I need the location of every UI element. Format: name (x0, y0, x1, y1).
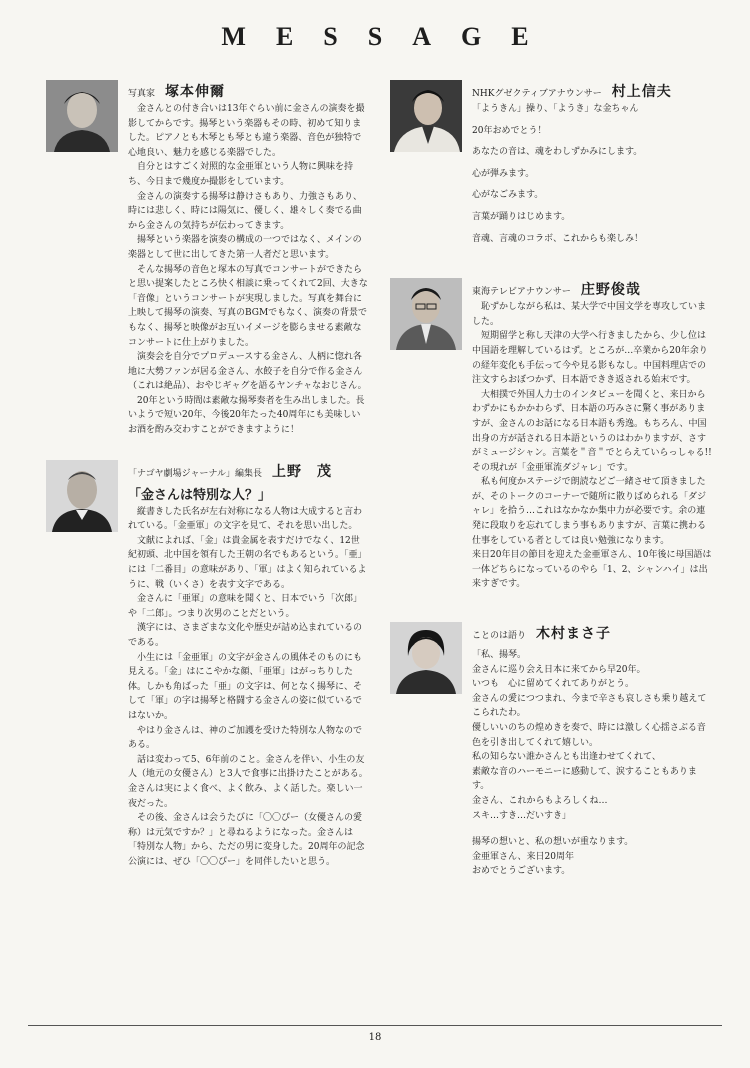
portrait-photo-shono (390, 278, 462, 350)
paragraph: 文献によれば、「金」は貴金属を表すだけでなく、12世紀初頭、北中国を領有した王朝の名でもあるという。「亜」には「二番目」の意味があり、「軍」はよく知られているように、戦（いくさ）を表す文字である。 (128, 535, 367, 590)
closing-line: 揚琴の想いと、私の想いが重なります。 (472, 837, 634, 848)
line: 金さん、これからもよろしくね… (472, 795, 608, 806)
paragraph: 漢字には、さまざまな文化や歴史が詰め込まれているのである。 (128, 623, 363, 648)
right-column (390, 80, 712, 879)
author-role: NHKグゼクティブアナウンサー (472, 89, 602, 99)
message-heading: 「金さんは特別な人？」 (128, 487, 272, 503)
paragraph: 小生には「金亜軍」の文字が金さんの風体そのものにも見える。「金」はにこやかな顔、「亜軍」はがっちりした体。しかも角ばった「亜」の文字は、何となく揚琴に、そして「軍」の字は揚琴と格闘する金さんの姿に似ているではないか。 (128, 652, 363, 721)
byline (472, 80, 712, 102)
paragraph: 金さんとの付き合いは13年ぐらい前に金さんの演奏を撮影してからです。揚琴という楽器もその時、初めて知りました。ピアノとも木琴とも琴とも違う楽器、音色が独特で心地良い、魅力を感じる楽器でした。 (128, 104, 365, 158)
line: 私の知らない誰かさんとも出逢わせてくれて、 (472, 752, 661, 763)
message-entry-tsukamoto (46, 80, 368, 438)
paragraph: その後、金さんは会うたびに「〇〇ぴー（女優さんの愛称）は元気ですか？」と尋ねるようになった。金さんは「特別な人物」から、ただの男に変身した。20周年の記念公演には、ぜひ「〇〇ぴー」を同伴したいと思う。 (128, 813, 365, 867)
message-entry-ueno (46, 460, 368, 870)
message-entry-shono (390, 278, 712, 592)
paragraph: 大相撲で外国人力士のインタビューを聞くと、来日からわずかにもかかわらず、日本語の巧みさに驚く事がありますが、金さんのお話になる日本語も秀逸。もちろん、中国出身の方が話される日本語というのはわかりますが、さすがミュージシャン。言葉を＂音＂でとらえていらっしゃる!!その現れが「金亜軍流ダジャレ」です。 (472, 389, 712, 473)
line: 素敵な音のハーモニーに感動して、涙することもあります。 (472, 766, 697, 792)
byline (472, 278, 712, 300)
byline (128, 460, 368, 482)
message-body (472, 648, 712, 879)
line: 言葉が踊りはじめます。 (472, 211, 571, 222)
paragraph: 自分とはすごく対照的な金亜軍という人物に興味を持ち、今日まで幾度か撮影をしています。 (128, 162, 354, 187)
paragraph: 揚琴という楽器を演奏の構成の一つではなく、メインの楽器として世に出してきた第一人者だと思います。 (128, 235, 362, 260)
line: 音魂、言魂のコラボ、これからも楽しみ！ (472, 233, 644, 244)
paragraph: 縦書きした氏名が左右対称になる人物は大成すると言われている。「金亜軍」の文字を見て、それを思い出した。 (128, 506, 363, 532)
line: 心がなごみます。 (472, 190, 544, 201)
portrait-photo-ueno (46, 460, 118, 532)
paragraph: 短期留学と称し天津の大学へ行きましたから、少し位は中国語を理解しているはず。ところが…卒業から20年余りの経年変化も手伝って今や見る影もなし。中国料理店での注文すらおぼつかず、日本語できき返される始末です。 (472, 331, 708, 386)
paragraph: 金さんの演奏する揚琴は静けさもあり、力強さもあり、時には悲しく、時には陽気に、優しく、雄々しく奏でる曲から金さんの気持ちが伝わってきます。 (128, 191, 363, 231)
paragraph: やはり金さんは、神のご加護を受けた特別な人物なのである。 (128, 725, 363, 751)
left-column (46, 80, 368, 870)
author-name: 庄野俊哉 (580, 282, 641, 299)
line: 金さんの愛につつまれ、今まで辛さも哀しさも乗り越えてこられたわ。 (472, 693, 707, 719)
message-body (472, 102, 712, 246)
author-name: 木村まさ子 (536, 626, 612, 643)
paragraph: そんな揚琴の音色と塚本の写真でコンサートができたらと思い提案したところ快く相談に乗ってくれて2回、大きな「音像」というコンサートが実現しました。写真を舞台に上映して揚琴の演奏、写真のBGMでもなく、演奏の背景でもなく、揚琴と映像がお互いイメージを膨らませる素敵なコンサートに仕上がりました。 (128, 264, 368, 348)
line: スキ…すき…だいすき」 (472, 810, 572, 821)
author-role: ことのは語り (472, 631, 527, 642)
line: 心が弾みます。 (472, 168, 535, 179)
portrait-photo-tsukamoto (46, 80, 118, 152)
message-entry-murakami (390, 80, 712, 246)
message-entry-kimura (390, 622, 712, 879)
paragraph: 来日20年目の節目を迎えた金亜軍さん、10年後に母国語は一体どちらになっているのやら「1、2、シャンハイ」は出来すぎです。 (472, 550, 712, 590)
byline (472, 622, 712, 644)
line: 金さんに巡り会え日本に来てから早20年。 (472, 664, 646, 675)
line: 「私、揚琴。 (472, 650, 527, 661)
portrait-photo-kimura (390, 622, 462, 694)
paragraph: 私も何度かステージで朗読などご一緒させて頂きましたが、そのトークのコーナーで随所に散りばめられる「ダジャレ」を拾う…これはなかなか集中力が必要です。余の連発に段取りを忘れてしまう事もありますが、言葉に携わる仕事をしている者としては良い勉強になります。 (472, 477, 707, 546)
closing-line: 金亜軍さん、来日20周年 (472, 851, 574, 862)
portrait-photo-murakami (390, 80, 462, 152)
line: 優しいいのちの煌めきを奏で、時には激しく心揺さぶる音色を引き出してくれて嬉しい。 (472, 723, 706, 748)
paragraph: 演奏会を自分でプロデュースする金さん、人柄に惚れ各地に大勢ファンが居る金さん、水餃子を自分で作る金さん（これは絶品）、おやじギャグを語るヤンチャなおじさん。 (128, 352, 367, 392)
message-body (128, 102, 368, 438)
closing-line: おめでとうございます。 (472, 866, 571, 877)
paragraph: 金さんに「亜軍」の意味を聞くと、日本でいう「次郎」や「二郎」。つまり次男のことだという。 (128, 594, 363, 619)
author-role: 「ナゴヤ劇場ジャーナル」編集長 (128, 468, 263, 479)
page-title: MESSAGE (221, 22, 559, 51)
paragraph: 恥ずかしながら私は、某大学で中国文学を専攻していました。 (472, 302, 707, 327)
message-body (472, 300, 712, 592)
paragraph: 話は変わって5、6年前のこと。金さんを伴い、小生の友人（地元の女優さん）と3人で食事に出掛けたことがある。金さんは実によく食べ、よく飲み、よく話した。楽しい一夜だった。 (128, 754, 368, 809)
author-name: 塚本伸爾 (165, 84, 226, 100)
line: あなたの音は、魂をわしずかみにします。 (472, 147, 643, 158)
author-name: 村上信夫 (611, 84, 672, 100)
author-role: 東海テレビアナウンサー (472, 287, 571, 298)
line: 20年おめでとう！ (472, 125, 547, 136)
message-body (128, 505, 368, 870)
line: 「ようきん」操り、「ようき」な金ちゃん (472, 104, 639, 114)
line: いつも 心に留めてくれてありがとう。 (472, 679, 635, 690)
paragraph: 20年という時間は素敵な揚琴奏者を生み出しました。長いようで短い20年、今後20年たった40周年にも美味しいお酒を酌み交わすことができますように！ (128, 395, 365, 436)
page-number: 18 (368, 1032, 382, 1043)
byline (128, 80, 368, 102)
author-name: 上野 茂 (272, 463, 333, 480)
footer-divider (28, 1025, 722, 1026)
author-role: 写真家 (128, 89, 156, 99)
